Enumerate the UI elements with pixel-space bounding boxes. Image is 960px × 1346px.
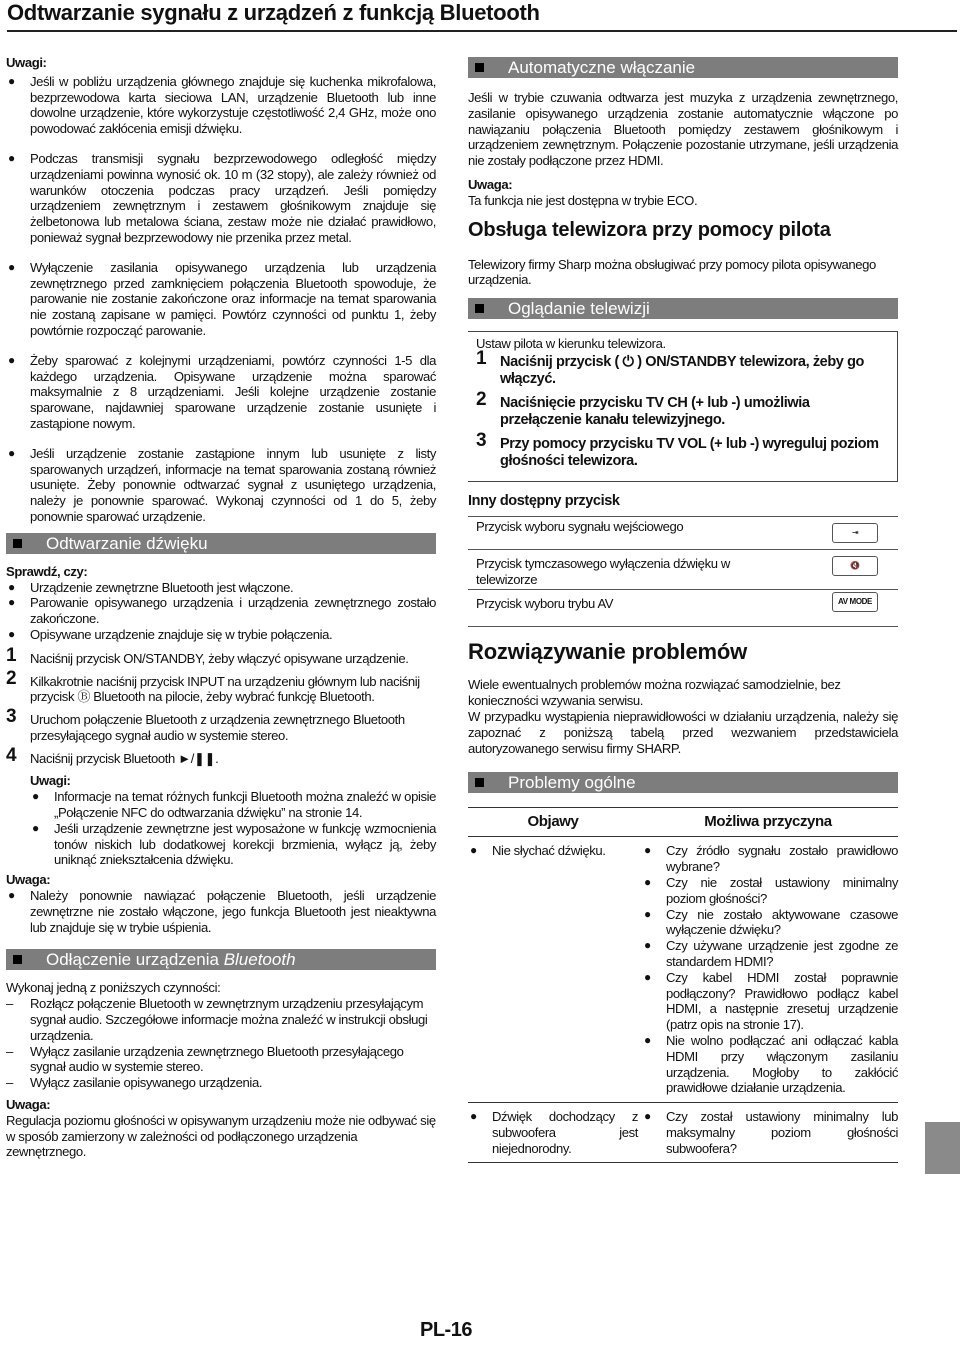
mute-icon: 🔇 xyxy=(832,556,878,576)
disconnect-item: – Wyłącz zasilanie urządzenia zewnętrznego Bluetooth przesyłającego sygnał audio w systemie stereo. xyxy=(6,1044,436,1076)
section-bar-auto-on xyxy=(468,57,898,78)
step-text: Naciśnij przycisk Bluetooth ►/❚❚. xyxy=(30,750,219,766)
section-heading: Oglądanie telewizji xyxy=(508,299,650,319)
auto-on-text: Jeśli w trybie czuwania odtwarza jest muzyka z urządzenia zewnętrznego, zasilanie opisywanego urządzenia zostanie automatycznie włączone po nawiązaniu połączenia Bluetooth pomiędzy zestawem głośnikowym i urządzeniem zewnętrznym. Połączenie pozostanie utrzymane, jeśli urządzenia nie zostały podłączone przez HDMI. xyxy=(468,90,898,169)
other-button-label: Przycisk wyboru trybu AV xyxy=(468,590,772,627)
note-item: ● Informacje na temat różnych funkcji Bluetooth można znaleźć w opisie „Połączenie NFC do odtwarzania dźwięku” na stronie 14. xyxy=(30,789,436,821)
table-row xyxy=(468,1103,898,1163)
step-text: Naciśnięcie przycisku TV CH (+ lub -) umożliwia przełączenie kanału telewizyjnego. xyxy=(500,394,810,428)
step-notes-list xyxy=(30,789,436,868)
step-number: 1 xyxy=(476,347,487,369)
tv-heading: Obsługa telewizora przy pomocy pilota xyxy=(468,218,831,241)
tv-steps-box xyxy=(468,331,898,482)
note-label: Uwaga: xyxy=(468,176,513,192)
note-item: ● Jeśli urządzenie zewnętrzne jest wyposażone w funkcję wzmocnienia tonów niskich lub dodatkowej korekcji brzmienia, wyłącz ją, żeby uniknąć zniekształcenia dźwięku. xyxy=(30,821,436,868)
note-item: ● Żeby sparować z kolejnymi urządzeniami, powtórz czynności 1-5 dla każdego urządzenia. Opisywane urządzenie można sparować maksymalnie z 8 urządzeniami. Jeśli kolejne urządzenie zostanie sparowane, najdawniej sparowane urządzenie zostanie usunięte i zastąpione nowym. xyxy=(6,353,436,432)
note-item: ● Należy ponownie nawiązać połączenie Bluetooth, jeśli urządzenie zewnętrzne nie zostało włączone, jego funkcja Bluetooth jest nieaktywna lub znajduje się w trybie uśpienia. xyxy=(6,888,436,935)
section-bar-general-problems xyxy=(468,772,898,793)
step-number: 3 xyxy=(476,429,487,451)
page-number: PL-16 xyxy=(420,1319,472,1341)
notes-label: Uwagi: xyxy=(30,773,71,789)
tv-intro: Telewizory firmy Sharp można obsługiwać przy pomocy pilota opisywanego urządzenia. xyxy=(468,256,876,288)
section-heading-bt: Bluetooth xyxy=(223,950,296,970)
check-item: ● Opisywane urządzenie znajduje się w trybie połączenia. xyxy=(6,627,436,643)
left-column xyxy=(6,55,436,1160)
other-buttons-label: Inny dostępny przycisk xyxy=(468,492,620,509)
playback-note xyxy=(6,888,436,935)
step-text: Kilkakrotnie naciśnij przycisk INPUT na urządzeniu głównym lub naciśnij przycisk Ⓑ Bluetooth na pilocie, żeby wybrać funkcję Bluetooth. xyxy=(30,673,420,705)
aim-text: Ustaw pilota w kierunku telewizora. xyxy=(476,336,666,352)
table-header-row xyxy=(468,808,898,837)
disconnect-list xyxy=(6,996,436,1091)
check-item: ● Urządzenie zewnętrzne Bluetooth jest włączone. xyxy=(6,580,436,596)
note-label: Uwaga: xyxy=(6,872,51,888)
section-heading: Automatyczne włączanie xyxy=(508,58,696,77)
step-notes xyxy=(6,773,436,868)
other-button-label: Przycisk tymczasowego wyłączenia dźwięku w telewizorze xyxy=(468,549,772,590)
cause: ● Czy źródło sygnału zostało prawidłowo wybrane? xyxy=(642,843,898,875)
section-bar-disconnect xyxy=(6,949,436,970)
step-item xyxy=(6,667,436,706)
troubleshooting-p1: Wiele ewentualnych problemów można rozwiązać samodzielnie, bez konieczności wzywania serwisu. xyxy=(468,677,841,709)
input-select-icon: ⇥ xyxy=(832,523,878,543)
table-row xyxy=(468,837,898,1103)
step-item xyxy=(6,644,436,667)
cause: ● Czy został ustawiony minimalny lub maksymalny poziom głośności subwoofera? xyxy=(642,1109,898,1156)
section-heading: Odtwarzanie dźwięku xyxy=(46,533,208,553)
step-number: 4 xyxy=(6,744,17,766)
right-column xyxy=(468,57,898,1163)
cause: ● Czy używane urządzenie jest zgodne ze standardem HDMI? xyxy=(642,938,898,970)
notes-label: Uwagi: xyxy=(6,55,47,70)
step-number: 3 xyxy=(6,706,17,728)
step-item xyxy=(476,388,889,429)
cause: ● Czy nie zostało aktywowane czasowe wyłączenie dźwięku? xyxy=(642,907,898,939)
auto-on-note: Ta funkcja nie jest dostępna w trybie ECO. xyxy=(468,192,698,208)
cause: ● Nie wolno podłączać ani odłączać kabla HDMI przy włączonym zasilaniu urządzenia. Mogłoby to zakłócić prawidłowe działanie urządzenia. xyxy=(642,1033,898,1096)
other-buttons-table xyxy=(468,516,898,628)
troubleshooting-heading: Rozwiązywanie problemów xyxy=(468,639,748,665)
check-label: Sprawdź, czy: xyxy=(6,563,88,579)
symptom: ● Dźwięk dochodzący z subwoofera jest niejednorodny. xyxy=(468,1109,638,1156)
step-text: Przy pomocy przycisku TV VOL (+ lub -) wyreguluj poziom głośności telewizora. xyxy=(500,435,879,469)
column-header: Objawy xyxy=(468,808,638,837)
problems-table xyxy=(468,807,898,1163)
step-item xyxy=(6,744,436,767)
step-number: 2 xyxy=(476,388,487,410)
note-label: Uwaga: xyxy=(6,1097,51,1113)
table-row xyxy=(468,516,898,549)
section-heading: Problemy ogólne xyxy=(508,773,636,793)
step-item xyxy=(6,706,436,744)
step-item xyxy=(476,429,889,470)
disconnect-note: Regulacja poziomu głośności w opisywanym urządzeniu może nie odbywać się w sposób zamierzony w zależności od podłączonego urządzenia zewnętrznego. xyxy=(6,1112,436,1160)
note-item: ● Jeśli urządzenie zostanie zastąpione innym lub usunięte z listy sparowanych urządzeń, informacje na temat sparowania zostaną również usunięte. Żeby ponownie odtwarzać sygnał z usuniętego urządzenia, należy je ponownie sparować. Wykonaj czynności od 1 do 5, żeby ponownie sparować urządzenie. xyxy=(6,446,436,525)
tv-steps xyxy=(476,347,889,470)
check-list xyxy=(6,580,436,643)
section-bar-playback xyxy=(6,533,436,554)
troubleshooting-p2: W przypadku wystąpienia nieprawidłowości w działaniu urządzenia, należy się zapoznać z poniższą tabelą przed wezwaniem przedstawiciela autoryzowanego serwisu firmy SHARP. xyxy=(468,708,898,756)
notes-list xyxy=(6,74,436,525)
side-tab-marker xyxy=(925,1122,960,1174)
disconnect-intro: Wykonaj jedną z poniższych czynności: xyxy=(6,980,221,996)
cause: ● Czy nie został ustawiony minimalny poziom głośności? xyxy=(642,875,898,907)
step-text: Naciśnij przycisk ON/STANDBY, żeby włączyć opisywane urządzenie. xyxy=(30,650,409,666)
column-header: Możliwa przyczyna xyxy=(638,808,898,837)
note-item: ● Jeśli w pobliżu urządzenia głównego znajduje się kuchenka mikrofalowa, bezprzewodowa karta sieciowa LAN, urządzenie Bluetooth lub inne dowolne urządzenie, które wykorzystuje częstotliwość 2,4 GHz, może ono powodować zakłócenia emisji dźwięku. xyxy=(6,74,436,137)
table-row xyxy=(468,590,898,627)
note-item: ● Podczas transmisji sygnału bezprzewodowego odległość między urządzeniami powinna wynosić ok. 10 m (32 stopy), ale zależy również od warunków otoczenia podczas pracy urządzeń. Jeśli pomiędzy urządzeniem zewnętrznym i zestawem głośnikowym znajduje się żelbetonowa lub metalowa ściana, zestaw może nie działać prawidłowo, ponieważ sygnał bezprzewodowy nie przenika przez metal. xyxy=(6,151,436,246)
playback-steps xyxy=(6,644,436,767)
note-item: ● Wyłączenie zasilania opisywanego urządzenia lub urządzenia zewnętrznego przed zamknięciem połączenia Bluetooth spowoduje, że parowanie nie zostanie zakończone oraz informacje na temat sparowania nie zostaną zapisane w pamięci. Powtórz czynności od punktu 1, żeby powtórnie rozpocząć parowanie. xyxy=(6,260,436,339)
step-text: Naciśnij przycisk ( ⏻ ) ON/STANDBY telewizora, żeby go włączyć. xyxy=(500,353,865,387)
step-number: 2 xyxy=(6,667,17,689)
page-title: Odtwarzanie sygnału z urządzeń z funkcją Bluetooth xyxy=(7,0,957,32)
section-bar-watch-tv xyxy=(468,298,898,319)
step-number: 1 xyxy=(6,644,17,666)
av-mode-icon: AV MODE xyxy=(832,592,878,612)
step-text: Uruchom połączenie Bluetooth z urządzenia zewnętrznego Bluetooth przesyłającego sygnał audio w systemie stereo. xyxy=(30,712,405,743)
step-item xyxy=(476,347,889,388)
table-row xyxy=(468,549,898,590)
section-heading: Odłączenie urządzenia xyxy=(46,950,219,970)
disconnect-item: – Wyłącz zasilanie opisywanego urządzenia. xyxy=(6,1075,436,1091)
symptom: ● Nie słychać dźwięku. xyxy=(468,843,638,859)
check-item: ● Parowanie opisywanego urządzenia i urządzenia zewnętrznego zostało zakończone. xyxy=(6,595,436,627)
other-button-label: Przycisk wyboru sygnału wejściowego xyxy=(468,516,772,549)
disconnect-item: – Rozłącz połączenie Bluetooth w zewnętrznym urządzeniu przesyłającym sygnał audio. Szczegółowe informacje można znaleźć w instrukcji obsługi urządzenia. xyxy=(6,996,436,1043)
cause: ● Czy kabel HDMI został poprawnie podłączony? Prawidłowo podłącz kabel HDMI, a następnie zresetuj urządzenie (patrz opis na stronie 17). xyxy=(642,970,898,1033)
